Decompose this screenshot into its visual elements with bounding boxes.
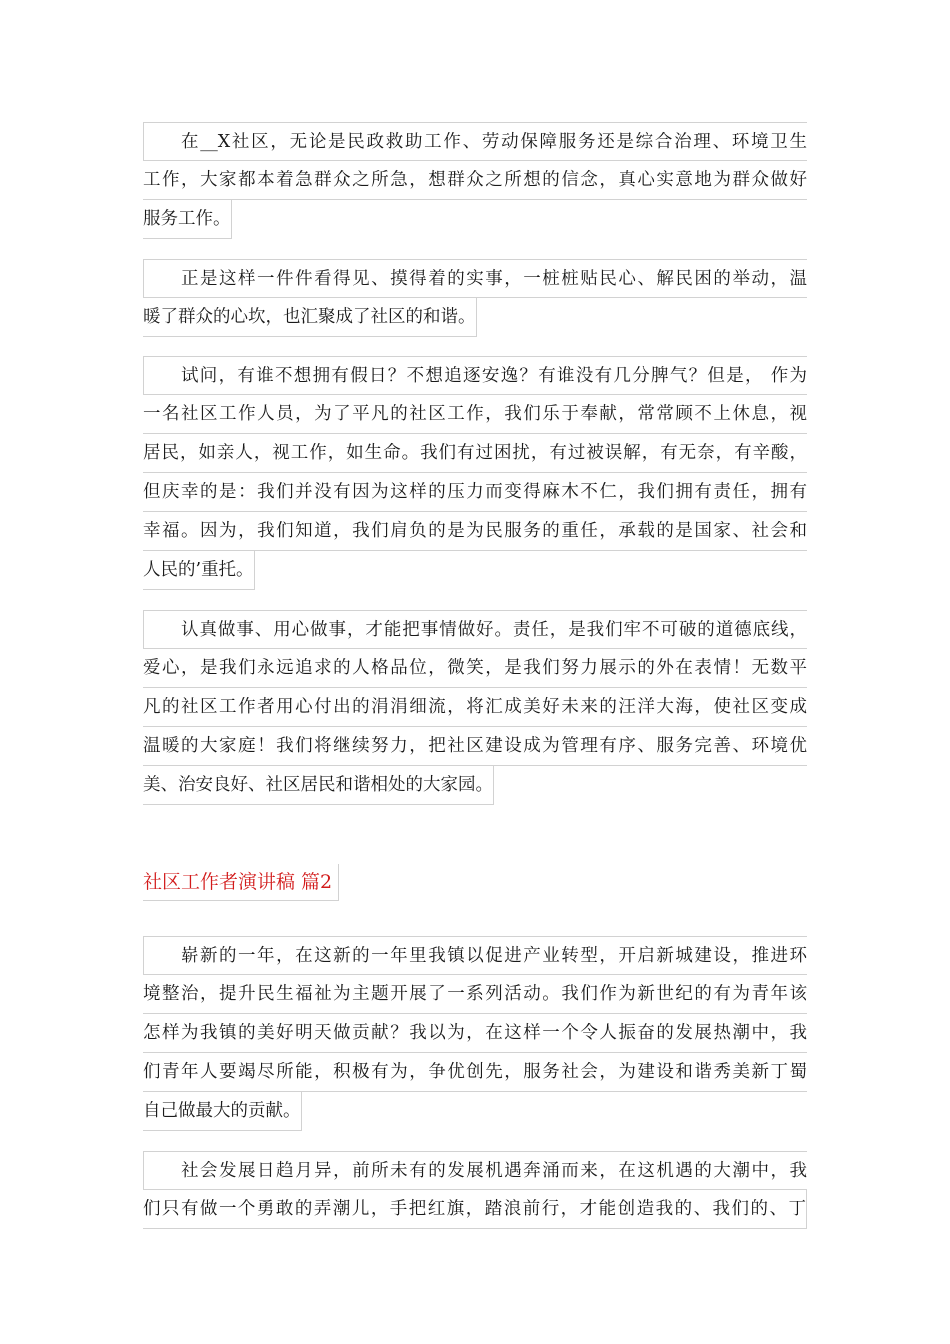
paragraph-3 bbox=[143, 356, 807, 594]
paragraph-line: 们只有做一个勇敢的弄潮儿，手把红旗，踏浪前行，才能创造我的、我们的、丁 bbox=[143, 1190, 807, 1229]
paragraph-5 bbox=[143, 936, 807, 1135]
section-heading: 社区工作者演讲稿 篇2 bbox=[143, 864, 339, 901]
paragraph-line: 暖了群众的心坎，也汇聚成了社区的和谐。 bbox=[143, 298, 477, 337]
paragraph-line: 试问，有谁不想拥有假日？不想追逐安逸？有谁没有几分脾气？但是， 作为 bbox=[143, 356, 807, 395]
paragraph-line: 们青年人要竭尽所能，积极有为，争优创先，服务社会，为建设和谐秀美新丁蜀 bbox=[143, 1053, 807, 1092]
paragraph-4 bbox=[143, 610, 807, 809]
paragraph-line: 自己做最大的贡献。 bbox=[143, 1092, 302, 1131]
paragraph-line: 工作，大家都本着急群众之所急，想群众之所想的信念，真心实意地为群众做好 bbox=[143, 161, 807, 200]
paragraph-line: 怎样为我镇的美好明天做贡献？我以为，在这样一个令人振奋的发展热潮中，我 bbox=[143, 1014, 807, 1053]
paragraph-line: 社会发展日趋月异，前所未有的发展机遇奔涌而来，在这机遇的大潮中，我 bbox=[143, 1151, 807, 1190]
paragraph-line: 境整治，提升民生福祉为主题开展了一系列活动。我们作为新世纪的有为青年该 bbox=[143, 975, 807, 1014]
paragraph-6 bbox=[143, 1151, 807, 1229]
paragraph-line: 凡的社区工作者用心付出的涓涓细流，将汇成美好未来的汪洋大海，使社区变成 bbox=[143, 688, 807, 727]
paragraph-1 bbox=[143, 122, 807, 243]
paragraph-line: 人民的’重托。 bbox=[143, 551, 255, 590]
paragraph-line: 崭新的一年，在这新的一年里我镇以促进产业转型，开启新城建设，推进环 bbox=[143, 936, 807, 975]
paragraph-line: 一名社区工作人员，为了平凡的社区工作，我们乐于奉献，常常顾不上休息，视 bbox=[143, 395, 807, 434]
paragraph-line: 美、治安良好、社区居民和谐相处的大家园。 bbox=[143, 766, 494, 805]
paragraph-line: 温暖的大家庭！我们将继续努力，把社区建设成为管理有序、服务完善、环境优 bbox=[143, 727, 807, 766]
paragraph-line: 正是这样一件件看得见、摸得着的实事，一桩桩贴民心、解民困的举动，温 bbox=[143, 259, 807, 298]
paragraph-line: 幸福。因为，我们知道，我们肩负的是为民服务的重任，承载的是国家、社会和 bbox=[143, 512, 807, 551]
paragraph-line: 认真做事、用心做事，才能把事情做好。责任，是我们牢不可破的道德底线， bbox=[143, 610, 807, 649]
paragraph-line: 服务工作。 bbox=[143, 200, 232, 239]
paragraph-line: 但庆幸的是：我们并没有因为这样的压力而变得麻木不仁，我们拥有责任，拥有 bbox=[143, 473, 807, 512]
paragraph-2 bbox=[143, 259, 807, 341]
paragraph-line: 爱心，是我们永远追求的人格品位，微笑，是我们努力展示的外在表情！无数平 bbox=[143, 649, 807, 688]
paragraph-line: 在__X社区，无论是民政救助工作、劳动保障服务还是综合治理、环境卫生 bbox=[143, 122, 807, 161]
paragraph-line: 居民，如亲人，视工作，如生命。我们有过困扰，有过被误解，有无奈，有辛酸， bbox=[143, 434, 807, 473]
